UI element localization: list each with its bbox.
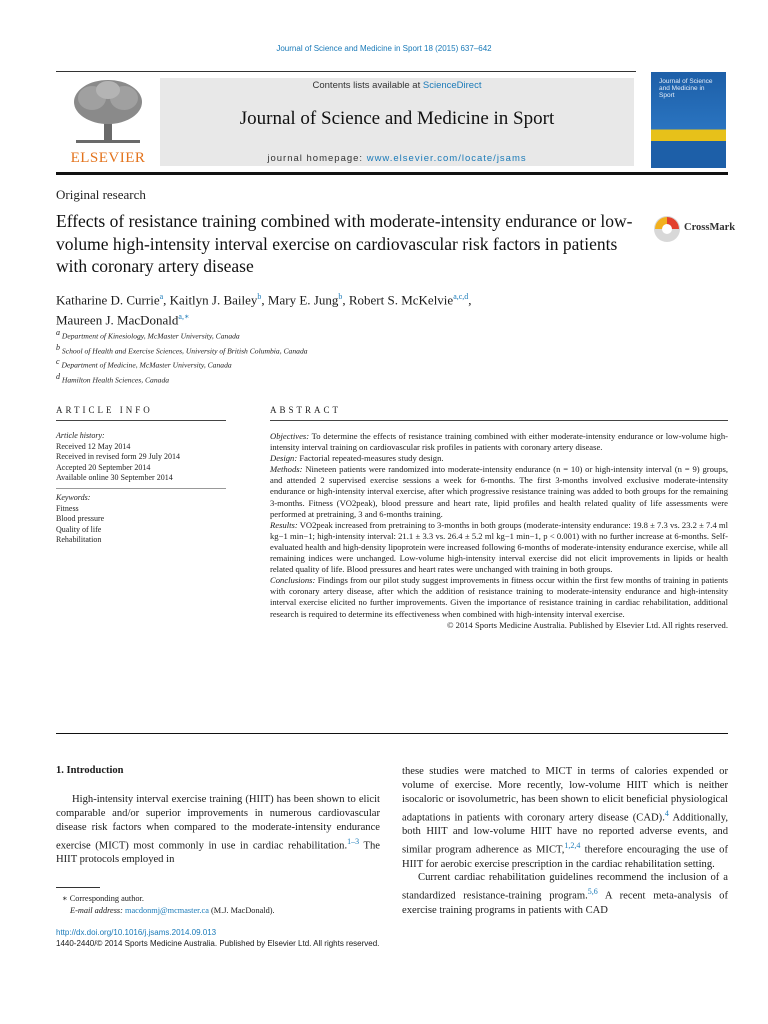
history-label: Article history: (56, 431, 105, 440)
sciencedirect-link[interactable]: ScienceDirect (422, 80, 482, 91)
abstract-objectives: Objectives: To determine the effects of resistance training combined with either moderate-intensity endurance or low-volume high-intensity interval training on cardiovascular risk profiles in patients with coronary artery disease. (270, 431, 728, 453)
article-info-rule (56, 420, 226, 421)
abstract-conclusions: Conclusions: Findings from our pilot study suggest improvements in fitness occur within the first few months of training in patients with coronary artery disease, after which the addition of resistance training to moderate-intensity endurance and high-intensity interval exercise elicited no further improvements. Given the importance of resistance training in cardiac rehabilitation, additional research is required to determine its effectiveness when combined with high-intensity interval exercise. (270, 575, 728, 619)
author[interactable]: Katharine D. Currie (56, 292, 160, 308)
author-list (56, 288, 716, 329)
intro-paragraph: High-intensity interval exercise training (HIIT) has been shown to elicit comparable and/or superior improvements in numerous cardiovascular disease risk factors when compared to the moderate-intensity endurance exercise (MICT) most commonly in use in cardiac rehabilitation.$^{1-3}$ The HIIT protocols employed in (56, 794, 380, 866)
citation-link[interactable]: 4 (664, 808, 669, 818)
affiliation: $^b$ School of Health and Exercise Sciences, University of British Columbia, Canada (56, 342, 308, 356)
author[interactable]: Mary E. Jung (267, 292, 339, 308)
intro-paragraph: these studies were matched to MICT in terms of calories expended or volume of exercise. More recently, low-volume HIIT which is neither isocaloric or isovolumetric, has been shown to elicit beneficial physiological adaptations in patients with coronary artery disease (CAD).$^4$ Additionally, both HIIT and low-volume HIIT have no reported adverse events, and similar program adherence as MICT,$^{1,2,4}$ therefore encouraging the use of HIIT for aerobic exercise prescription in the cardiac rehabilitation setting. (402, 766, 729, 870)
author[interactable]: Robert S. McKelvie (348, 292, 454, 308)
abstract-design: Design: Factorial repeated-measures study design. (270, 453, 444, 464)
corresponding-author-note: ∗ Corresponding author. (62, 894, 144, 903)
running-head[interactable]: Journal of Science and Medicine in Sport 18 (2015) 637–642 (276, 44, 492, 53)
journal-title: Journal of Science and Medicine in Sport (239, 108, 555, 129)
footnote-rule (56, 887, 100, 888)
abstract-results: Results: VO2peak increased from pretraining to 3-months in both groups (moderate-intensity endurance: 19.8 ± 7.3 vs. 23.2 ± 7.4 ml kg−1 min−1; high-intensity interval: 21.1 ± 3.3 vs. 26.4 ± 5.2 ml kg−1 min−1, p < 0.001) with no further increase at 6-months. Self-evaluated health and high-density lipoprotein were increased following 6-months of moderate-intensity endurance exercise, while all remaining indices were unchanged. Low-volume high-intensity interval exercise did not elicit improvements in lipids or health related quality of life. Blood pressures and heart rates were unchanged with training in both groups. (270, 519, 729, 575)
author-sup[interactable]: b (338, 292, 343, 301)
intro-left-column (56, 793, 380, 867)
author-sup[interactable]: a (159, 292, 164, 301)
article-info (56, 431, 226, 546)
issn-line: 1440-2440/© 2014 Sports Medicine Australia. Published by Elsevier Ltd. All rights reserved. (56, 939, 380, 948)
abstract-methods: Methods: Nineteen patients were randomized into moderate-intensity endurance (n = 10) or high-intensity interval (n = 9) groups, and attended 2 supervised exercise sessions a week for 6-months. The first 3-months involved exclusive moderate-intensity endurance or high-intensity interval exercise, after which progressive resistance training was added to both groups for the remaining 3-months. Fitness (VO2peak), blood pressure and heart rate, lipid profiles and health related quality of life assessments were performed at pretraining, 3 and 6-months training. (270, 464, 728, 519)
email-link[interactable]: macdonmj@mcmaster.ca (125, 905, 209, 915)
cover-title: Journal of Science and Medicine in Sport (659, 78, 713, 100)
banner-top-rule (56, 71, 636, 72)
citation-link[interactable]: 5,6 (587, 887, 598, 897)
history-item: Available online 30 September 2014 (56, 473, 173, 483)
author[interactable]: Kaitlyn J. Bailey (169, 292, 258, 308)
keyword: Blood pressure (56, 514, 105, 524)
homepage-prefix: journal homepage: (267, 153, 367, 164)
crossmark-label: CrossMark (684, 222, 736, 233)
affiliation: $^a$ Department of Kinesiology, McMaster University, Canada (56, 328, 240, 341)
email-note: E-mail address: macdonmj@mcmaster.ca (M.J. MacDonald). (70, 905, 275, 915)
journal-cover-image (651, 72, 726, 168)
history-item: Received in revised form 29 July 2014 (56, 452, 180, 462)
intro-paragraph: Current cardiac rehabilitation guidelines recommend the inclusion of a standardized resistance-training program.$^{5,6}$ A recent meta-analysis of exercise training programs in patients with CAD (402, 872, 728, 916)
publisher-wordmark: ELSEVIER (70, 150, 146, 166)
homepage-link[interactable]: www.elsevier.com/locate/jsams (366, 153, 527, 164)
crossmark-icon (652, 214, 682, 244)
article-info-heading: ARTICLE INFO (56, 405, 153, 415)
introduction-heading: 1. Introduction (56, 765, 124, 776)
contents-line (160, 80, 634, 91)
abstract-heading: ABSTRACT (270, 405, 342, 415)
keyword: Fitness (56, 503, 79, 513)
article-title: Effects of resistance training combined with moderate-intensity endurance or low-volume high-intensity interval exercise on cardiovascular risk factors in patients with coronary artery disease (56, 211, 633, 276)
doi-link[interactable]: http://dx.doi.org/10.1016/j.jsams.2014.09.013 (56, 928, 217, 937)
contents-prefix: Contents lists available at (312, 80, 423, 91)
citation-link[interactable]: 1–3 (347, 836, 360, 846)
author[interactable]: Maureen J. MacDonald (56, 312, 179, 328)
author-sep: , (163, 292, 170, 308)
footnotes (56, 893, 386, 916)
section-divider (56, 733, 728, 734)
affiliation: $^d$ Hamilton Health Sciences, Canada (56, 371, 170, 385)
article-type: Original research (56, 187, 146, 202)
abstract-rule (270, 420, 728, 421)
abstract-body (270, 431, 728, 631)
author-sup[interactable]: b (257, 292, 262, 301)
author-sup[interactable]: a,c,d (453, 292, 469, 301)
abstract-copyright: © 2014 Sports Medicine Australia. Published by Elsevier Ltd. All rights reserved. (446, 619, 728, 630)
author-sup[interactable]: a,∗ (178, 312, 190, 322)
keyword: Quality of life (56, 524, 102, 534)
intro-right-column (402, 765, 728, 918)
author-sep: , (468, 292, 472, 308)
crossmark-badge[interactable] (652, 214, 736, 242)
journal-homepage (160, 153, 634, 164)
author-sep: , (342, 292, 349, 308)
info-divider (56, 488, 226, 489)
affiliation: $^c$ Department of Medicine, McMaster University, Canada (56, 357, 232, 370)
keywords-label: Keywords: (56, 492, 91, 502)
citation-link[interactable]: 1,2,4 (564, 841, 581, 851)
keyword: Rehabilitation (56, 535, 102, 545)
banner-bottom-rule (56, 172, 728, 175)
author-sep: , (261, 292, 268, 308)
history-item: Received 12 May 2014 (56, 441, 131, 451)
history-item: Accepted 20 September 2014 (56, 462, 151, 472)
doi-block (56, 927, 379, 949)
affiliations (56, 327, 716, 385)
